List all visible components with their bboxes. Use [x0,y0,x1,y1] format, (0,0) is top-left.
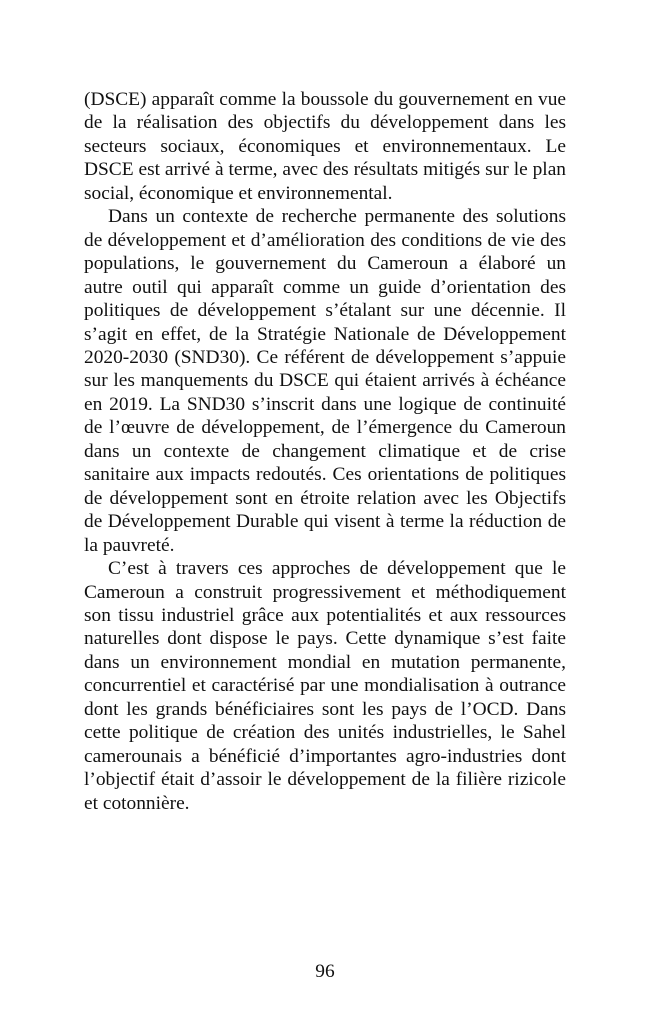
body-text [84,88,566,815]
paragraph-2: Dans un contexte de recherche permanente des solutions de développement et d’amélioration des conditions de vie des populations, le gouvernement du Cameroun a élaboré un autre outil qui apparaît comme un guide d’orientation des politiques de développement s’étalant sur une décennie. Il s’agit en effet, de la Stratégie Nationale de Développement 2020-2030 (SND30). Ce référent de développement s’appuie sur les manquements du DSCE qui étaient arrivés à échéance en 2019. La SND30 s’inscrit dans une logique de continuité de l’œuvre de développement, de l’émergence du Cameroun dans un contexte de changement climatique et de crise sanitaire aux impacts redoutés. Ces orientations de politiques de développement sont en étroite relation avec les Objectifs de Développement Durable qui visent à terme la réduction de la pauvreté. [84,206,566,556]
paragraph-3: C’est à travers ces approches de développement que le Cameroun a construit progressivement et méthodiquement son tissu industriel grâce aux potentialités et aux ressources naturelles dont dispose le pays. Cette dynamique s’est faite dans un environnement mondial en mutation permanente, concurrentiel et caractérisé par une mondialisation à outrance dont les grands bénéficiaires sont les pays de l’OCD. Dans cette politique de création des unités industrielles, le Sahel camerounais a bénéficié d’importantes agro-industries dont l’objectif était d’assoir le développement de la filière rizicole et cotonnière. [84,558,566,814]
page-number: 96 [315,961,335,982]
paragraph-1: (DSCE) apparaît comme la boussole du gouvernement en vue de la réalisation des objectifs du développement dans les secteurs sociaux, économiques et environnementaux. Le DSCE est arrivé à terme, avec des résultats mitigés sur le plan social, économique et environnemental. [84,89,566,204]
